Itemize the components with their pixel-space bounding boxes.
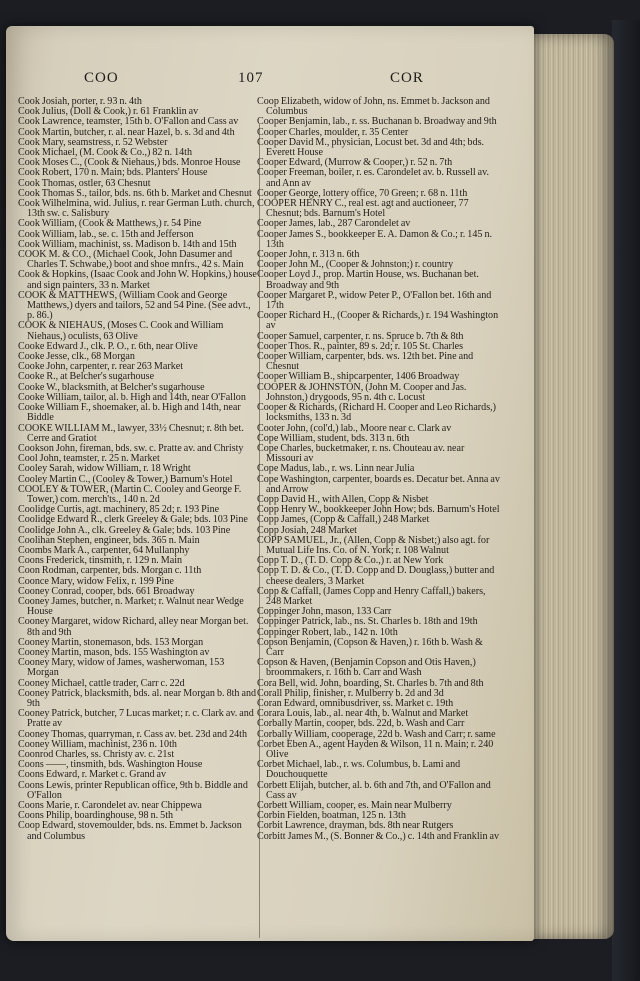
directory-entry: Coran Edward, omnibusdriver, ss. Market c. 19th: [257, 697, 454, 709]
directory-entry: Cool John, teamster, r. 25 n. Market: [18, 453, 160, 465]
directory-entry: Cooper Edward, (Murrow & Cooper,) r. 52 n. 7th: [257, 157, 453, 169]
header-right-guide-word: COR: [390, 70, 424, 86]
directory-entry: Corbit Lawrence, drayman, bds. 8th near Rutgers: [257, 820, 454, 832]
directory-entry: Copson Benjamin, (Copson & Haven,) r. 16th b. Wash & Carr: [257, 636, 483, 658]
directory-entry: Copp T. D. & Co., (T. D. Copp and D. Douglass,) butter and cheese dealers, 3 Market: [257, 565, 495, 587]
directory-entry: Cook Julius, (Doll & Cook,) r. 61 Franklin av: [18, 106, 199, 118]
directory-entry: Corbally William, cooperage, 22d b. Wash and Carr; r. same: [257, 728, 496, 740]
directory-entry: Copp T. D., (T. D. Copp & Co.,) r. at New York: [257, 555, 444, 567]
directory-entry: Corbett Elijah, butcher, al. b. 6th and 7th, and O'Fallon and Cass av: [257, 779, 491, 801]
directory-entry: COOLEY & TOWER, (Martin C. Cooley and George F. Tower,) com. merch'ts., 140 n. 2d: [18, 483, 242, 505]
directory-entry: Cooper Richard H., (Cooper & Richards,) r. 194 Washington av: [257, 310, 499, 332]
directory-entry: Cooper Benjamin, lab., r. ss. Buchanan b. Broadway and 9th: [257, 116, 497, 128]
directory-entry: Coolidge Edward R., clerk Greeley & Gale; bds. 103 Pine: [18, 514, 248, 526]
directory-entry: Copp James, (Copp & Caffall,) 248 Market: [257, 514, 430, 526]
directory-entry: Cope Charles, bucketmaker, r. ns. Chouteau av. near Missouri av: [257, 442, 465, 465]
directory-page: [6, 26, 534, 941]
book-binding: [612, 20, 640, 981]
directory-entry: Coop Edward, stovemoulder, bds. ns. Emmet b. Jackson and Columbus: [18, 820, 242, 842]
directory-entry: Cook Robert, 170 n. Main; bds. Planters' House: [18, 167, 208, 179]
directory-entry: Coolihan Stephen, engineer, bds. 365 n. Main: [18, 534, 200, 546]
directory-entry: Coons Lewis, printer Republican office, 9th b. Biddle and O'Fallon: [18, 779, 248, 801]
directory-entry: Cooke John, carpenter, r. rear 263 Market: [18, 361, 184, 373]
directory-entry: Cook Wilhelmina, wid. Julius, r. rear German Luth. church, 13th sw. c. Salisbury: [18, 198, 255, 220]
directory-entry: Coppinger Patrick, lab., ns. St. Charles b. 18th and 19th: [257, 616, 478, 628]
directory-entry: Cooper John, r. 313 n. 6th: [257, 249, 360, 261]
directory-entry: Cook Moses C., (Cook & Niehaus,) bds. Monroe House: [18, 157, 241, 169]
right-column: [257, 97, 502, 842]
directory-entry: Cooper James S., bookkeeper E. A. Damon & Co.; r. 145 n. 13th: [257, 228, 493, 250]
directory-entry: Cooney Margaret, widow Richard, alley near Morgan bet. 8th and 9th: [18, 616, 249, 638]
directory-entry: Copson & Haven, (Benjamin Copson and Otis Haven,) broommakers, r. 16th b. Carr and Wash: [257, 657, 476, 679]
directory-entry: Coolidge John A., clk. Greeley & Gale; bds. 103 Pine: [18, 524, 231, 536]
directory-entry: Copp Henry W., bookkeeper John How; bds. Barnum's Hotel: [257, 504, 500, 516]
directory-entry: Corbet Michael, lab., r. ws. Columbus, b. Lami and Douchouquette: [257, 759, 461, 781]
directory-entry: COPP SAMUEL, Jr., (Allen, Copp & Nisbet;) also agt. for Mutual Life Ins. Co. of N. York; r. 108 Walnut: [257, 534, 490, 556]
directory-entry: Cook Martin, butcher, r. al. near Hazel, b. s. 3d and 4th: [18, 126, 235, 138]
directory-entry: Cooke William F., shoemaker, al. b. High and 14th, near Biddle: [18, 402, 241, 424]
directory-entry: Cook William, machinist, ss. Madison b. 14th and 15th: [18, 238, 237, 250]
directory-entry: COOPER & JOHNSTON, (John M. Cooper and Jas. Johnston,) drygoods, 95 n. 4th c. Locust: [257, 381, 467, 403]
directory-entry: Cook Lawrence, teamster, 15th b. O'Fallon and Cass av: [18, 116, 239, 128]
directory-entry: Corbally Martin, cooper, bds. 22d, b. Wash and Carr: [257, 718, 465, 730]
directory-entry: Cope Madus, lab., r. ws. Linn near Julia: [257, 463, 415, 475]
directory-entry: Cook William, (Cook & Matthews,) r. 54 Pine: [18, 218, 202, 230]
directory-entry: Cooke Edward J., clk. P. O., r. 6th, near Olive: [18, 340, 198, 352]
directory-entry: Cooper William B., shipcarpenter, 1406 Broadway: [257, 371, 460, 383]
directory-entry: Cooney William, machinist, 236 n. 10th: [18, 738, 177, 750]
directory-entry: Corbin Fielden, boatman, 125 n. 13th: [257, 810, 406, 822]
directory-entry: Coonce Mary, widow Felix, r. 199 Pine: [18, 575, 174, 587]
directory-entry: Cooney Mary, widow of James, washerwoman, 153 Morgan: [18, 657, 225, 679]
directory-entry: Coons Philip, boardinghouse, 98 n. 5th: [18, 810, 174, 822]
directory-entry: Cooper Margaret P., widow Peter P., O'Fallon bet. 16th and 17th: [257, 289, 492, 312]
directory-entry: Coonrod Charles, ss. Christy av. c. 21st: [18, 749, 175, 760]
directory-entry: Cooney Martin, stonemason, bds. 153 Morgan: [18, 636, 204, 648]
directory-entry: Coolidge Curtis, agt. machinery, 85 2d; r. 193 Pine: [18, 504, 220, 516]
directory-entry: Copp David H., with Allen, Copp & Nisbet: [257, 493, 429, 505]
directory-entry: Cooper James, lab., 287 Carondelet av: [257, 218, 411, 230]
directory-entry: Cooney Patrick, butcher, 7 Lucas market; r. c. Clark av. and Pratte av: [18, 708, 254, 730]
directory-entry: Cooper Loyd J., prop. Martin House, ws. Buchanan bet. Broadway and 9th: [257, 269, 479, 291]
directory-entry: Corara Louis, lab., al. near 4th, b. Walnut and Market: [257, 708, 469, 720]
directory-entry: Cook Thomas S., tailor, bds. ns. 6th b. Market and Chesnut: [18, 187, 252, 199]
directory-entry: Cook Josiah, porter, r. 93 n. 4th: [18, 96, 142, 107]
directory-entry: Cook Mary, seamstress, r. 52 Webster: [18, 136, 168, 148]
directory-entry: Cope William, student, bds. 313 n. 6th: [257, 432, 410, 444]
directory-entry: Corbet Eben A., agent Hayden & Wilson, 11 n. Main; r. 240 Olive: [257, 738, 494, 760]
directory-entry: Cooke R., at Belcher's sugarhouse: [18, 371, 155, 383]
directory-entry: Cooper Samuel, carpenter, r. ns. Spruce b. 7th & 8th: [257, 330, 464, 342]
directory-entry: Cooney Michael, cattle trader, Carr c. 22d: [18, 677, 185, 689]
directory-entry: Cora Bell, wid. John, boarding, St. Charles b. 7th and 8th: [257, 677, 484, 689]
directory-entry: Cook & Hopkins, (Isaac Cook and John W. Hopkins,) house and sign painters, 33 n. Market: [18, 269, 257, 291]
directory-entry: COOK M. & CO., (Michael Cook, John Dasumer and Charles T. Schwabe,) boot and shoe mnfrs., 42 s. Main: [18, 249, 244, 271]
header-left-guide-word: COO: [84, 70, 119, 86]
directory-entry: COOK & MATTHEWS, (William Cook and George Matthews,) dyers and tailors, 52 and 54 Pine. (See advt., p. 86.): [18, 289, 251, 322]
directory-entry: Cooper David M., physician, Locust bet. 3d and 4th; bds. Everett House: [257, 136, 485, 159]
directory-entry: Coons Marie, r. Carondelet av. near Chippewa: [18, 800, 202, 812]
directory-entry: Cookson John, fireman, bds. sw. c. Pratte av. and Christy: [18, 442, 244, 454]
directory-entry: Cooke W., blacksmith, at Belcher's sugarhouse: [18, 381, 205, 393]
directory-entry: Cook William, lab., se. c. 15th and Jefferson: [18, 228, 194, 240]
directory-entry: Cooley Sarah, widow William, r. 18 Wright: [18, 463, 191, 475]
directory-entry: Cooper & Richards, (Richard H. Cooper and Leo Richards,) locksmiths, 133 n. 3d: [257, 402, 497, 424]
directory-entry: Corbitt James M., (S. Bonner & Co.,) c. 14th and Franklin av: [257, 830, 500, 842]
directory-entry: COOK & NIEHAUS, (Moses C. Cook and William Niehaus,) oculists, 63 Olive: [18, 320, 224, 342]
directory-entry: Cooter John, (col'd,) lab., Moore near c. Clark av: [257, 422, 452, 434]
directory-entry: Cooper Freeman, boiler, r. es. Carondelet av. b. Russell av. and Ann av: [257, 167, 490, 189]
left-column: [18, 97, 258, 842]
book-page-edges: [530, 34, 614, 939]
directory-entry: Coppinger John, mason, 133 Carr: [257, 606, 392, 618]
directory-entry: Corall Philip, finisher, r. Mulberry b. 2d and 3d: [257, 687, 444, 699]
directory-entry: Cooke Jesse, clk., 68 Morgan: [18, 351, 135, 363]
directory-entry: Cooper George, lottery office, 70 Green; r. 68 n. 11th: [257, 187, 468, 199]
directory-entry: Coons ——, tinsmith, bds. Washington House: [18, 759, 203, 771]
directory-entry: Coombs Mark A., carpenter, 64 Mullanphy: [18, 544, 190, 556]
directory-entry: Cope Washington, carpenter, boards es. Decatur bet. Anna av and Arrow: [257, 473, 500, 495]
directory-entry: Cooper William, carpenter, bds. ws. 12th bet. Pine and Chesnut: [257, 351, 474, 373]
directory-entry: Cooper Charles, moulder, r. 35 Center: [257, 126, 409, 138]
directory-entry: Copp Josiah, 248 Market: [257, 524, 357, 536]
directory-entry: Cooney Patrick, blacksmith, bds. al. near Morgan b. 8th and 9th: [18, 687, 257, 709]
directory-entry: Cooney James, butcher, n. Market; r. Walnut near Wedge House: [18, 595, 244, 618]
directory-entry: COOPER HENRY C., real est. agt and auctioneer, 77 Chesnut; bds. Barnum's Hotel: [257, 198, 469, 220]
directory-entry: Cooney Martin, mason, bds. 155 Washington av: [18, 646, 210, 658]
page-number: 107: [238, 70, 264, 86]
directory-entry: Cook Michael, (M. Cook & Co.,) 82 n. 14th: [18, 147, 193, 159]
directory-entry: Coons Edward, r. Market c. Grand av: [18, 769, 167, 781]
directory-entry: Cook Thomas, ostler, 63 Chesnut: [18, 177, 151, 189]
directory-entry: Cooley Martin C., (Cooley & Tower,) Barnum's Hotel: [18, 473, 233, 485]
directory-entry: Corbett William, cooper, es. Main near Mulberry: [257, 800, 452, 812]
directory-entry: Coop Elizabeth, widow of John, ns. Emmet b. Jackson and Columbus: [257, 96, 490, 118]
directory-entry: Coppinger Robert, lab., 142 n. 10th: [257, 626, 398, 638]
directory-entry: Cooney Thomas, quarryman, r. Cass av. bet. 23d and 24th: [18, 728, 248, 740]
page-header: [6, 70, 534, 92]
directory-entry: Cooper Thos. R., painter, 89 s. 2d; r. 105 St. Charles: [257, 340, 464, 352]
directory-entry: Cooney Conrad, cooper, bds. 661 Broadway: [18, 585, 195, 597]
directory-entry: Coon Rodman, carpenter, bds. Morgan c. 11th: [18, 565, 202, 577]
directory-entry: COOKE WILLIAM M., lawyer, 33½ Chesnut; r. 8th bet. Cerre and Gratiot: [18, 422, 244, 444]
directory-entry: Cooke William, tailor, al. b. High and 14th, near O'Fallon: [18, 391, 246, 403]
directory-entry: Coons Frederick, tinsmith, r. 129 n. Main: [18, 555, 183, 567]
directory-entry: Copp & Caffall, (James Copp and Henry Caffall,) bakers, 248 Market: [257, 585, 486, 607]
directory-entry: Cooper John M., (Cooper & Johnston;) r. country: [257, 259, 454, 271]
